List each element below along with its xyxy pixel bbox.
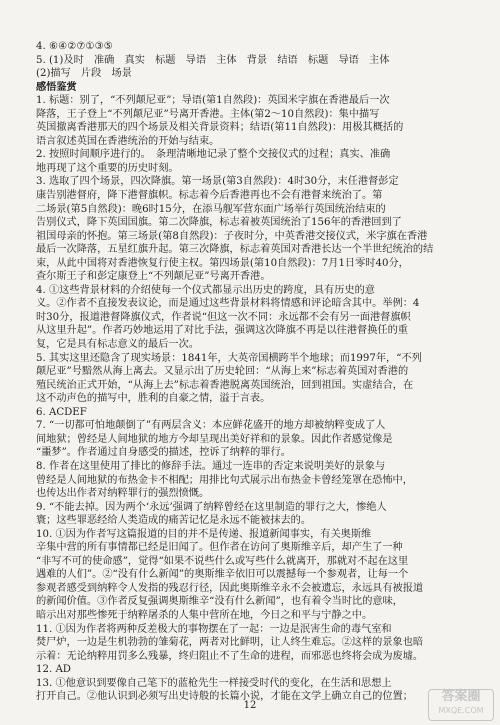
text-line: 7. “一切都可怕地颠倒了”有两层含义：本应鲜花盛开的地方却被纳粹变成了人 [36,420,386,432]
text-line: 13. ①他意识到要像自己笔下的蓝枪先生一样接受时代的变化，在生活和思想上 [36,677,392,689]
text-line: 5. (1)及时 准确 真实 标题 导语 主体 背景 结语 标题 导语 主体 [36,54,390,66]
text-line: 参观者感受到纳粹令人发指的残忍行径，因此奥斯维辛永不会被遗忘，永远具有被报道 [36,582,424,594]
text-line: 最后一次降落，五星红旗升起。第三次降旗，标志着英国对香港长达一个半世纪统治的结 [36,244,434,256]
text-line: 遇难的人们”。②“没有什么新闻”的奥斯维辛依旧可以震撼每一个参观者，让每一个 [36,569,409,581]
text-line: 祖国母亲的怀抱。第三场景(第8自然段)：子夜时分，中英香港交接仪式，米字旗在香港 [36,230,428,242]
text-line: (2)描写 片段 场景 [36,68,132,80]
answer-text-body [36,40,470,704]
text-line: 4. ⑥④②⑦①③⑤ [36,41,113,52]
text-line: 查尔斯王子和彭定康登上“不列颠尼亚”号离开香港。 [36,271,271,283]
watermark-top-text: 答案圈 [441,689,481,704]
text-line: 二场景(第5自然段)：晚6时15分，在添马舰军营东面广场举行英国统治结束的 [36,203,386,215]
section-heading: 感悟鉴赏 [36,80,77,93]
text-line: 辛集中营的所有事情都已经是旧闻了。但作者在访问了奥斯维辛后，却产生了一种 [36,542,403,554]
text-line: 殖民统治正式开始，“从海上去”标志着香港脱离英国统治，回到祖国。实虚结合，在 [36,379,414,391]
text-line: 康告别港督府，降下港督旗帜。标志着今后香港再也不会有港督来统治了。第 [36,190,383,202]
text-line: 束，从此中国将对香港恢复行使主权。第四场景(第10自然段)：7月1日零时40分， [36,257,409,269]
text-line: 也传达出作者对纳粹罪行的强烈愤慨。 [36,488,210,500]
text-line: 寰；这些罪恶经给人类造成的痛苦记忆是永远不能被抹去的。 [36,515,312,527]
text-line: 的新闻价值。③作者反复强调奥斯维辛“没有什么新闻”，也有着令当时比的意味， [36,596,403,608]
text-line: 11. ①因为作者将两种反差极大的事物摆在了一起：一边是泯害生命的毒气室和 [36,623,392,635]
text-line: 英国撤离香港那天的四个场景及相关背景资料；结语(第11自然段)：用极其概括的 [36,122,404,134]
text-line: 5. 其实这里还隐含了现实场景：1841年，大英帝国横跨半个地球；而1997年，“不列 [36,352,422,364]
text-line: 3. 选取了四个场景，四次降旗。第一场景(第3自然段)：4时30分，末任港督彭定 [36,176,399,188]
watermark-bottom-text: MXQE.COM [438,706,484,715]
text-line: 降落，王子登上“不列颠尼亚”号离开香港。主体(第2～10自然段)：集中描写 [36,108,380,120]
text-line: 从这里升起”。作者巧妙地运用了对比手法，强调这次降旗不再是以往港督换任的重 [36,325,408,337]
text-line: 颠尼亚”号黯然从海上离去。又显示出了历史轮回：“从海上来”标志着英国对香港的 [36,366,409,378]
text-line: “非写不可的使命感”，觉得“如果不说些什么或写些什么就离开，那就对不起在这里 [36,555,409,567]
text-line: 地再现了这个重要的历史时刻。 [36,162,179,174]
text-line: 曾经是人间地狱的布热金卡不相配；用排比句式展示出布热金卡曾经笼罩在恐怖中， [36,474,413,486]
text-line: 1. 标题：别了，“不列颠尼亚”；导语(第1自然段)：英国米字旗在香港最后一次 [36,95,390,107]
text-line: 4. ①这些背景材料的介绍使每一个仪式都显示出历史的跨度，具有历史的意 [36,284,375,296]
page-number: 12 [243,700,257,711]
text-line: 2. 按照时间顺序进行的。 条理清晰地记录了整个交接仪式的过程；真实、准确 [36,149,391,161]
text-line: 9. “不能去掉。因为两个‘永远’强调了纳粹曾经在这里制造的罪行之大，惨绝人 [36,501,387,513]
text-line: 打开自己。②他认识到必须写出史诗般的长篇小说，才能在文学上确立自己的位置； [36,691,413,703]
text-line: 这不动声色的描写中，胜利的自豪之情，溢于言表。 [36,393,271,405]
text-line: 语言叙述英国在香港统治的开始与结束。 [36,135,220,147]
site-watermark [428,689,494,721]
text-line: “噩梦”。作者通过自身感受的描述，控诉了纳粹的罪行。 [36,447,291,459]
text-line: 12. AD [36,664,71,676]
text-line: 间地狱；曾经是人间地狱的地方今却呈现出美好祥和的景象。因此作者感觉像是 [36,433,393,445]
text-line: 10. ①因为作者写这篇报道的目的并不是传递、报道新闻事实，有关奥斯维 [36,528,372,540]
text-line: 示着：无论纳粹用罚多么残暴，终归阻止不了生命的进程，而邪恶也终将会成为废墟。 [36,650,424,662]
text-line: 6. ACDEF [36,406,87,418]
text-line: 告别仪式，降下英国国旗。第二次降旗，标志着被英国统治了156年的香港回到了 [36,217,402,229]
text-line: 8. 作者在这里使用了排比的修辞手法。通过一连串的否定来说明美好的景象与 [36,460,386,472]
text-line: 暗示出对那些惨死于纳粹屠杀的人集中营所在地，今日之和平与宁静之中。 [36,609,373,621]
text-line: 焚尸炉，一边是生机勃勃的雏菊花，两者对比鲜明，让人终生难忘。②这样的景象也暗 [36,637,424,649]
text-line: 时30分，报道港督降旗仪式，作者说“但这一次不同：永远都不会有另一面港督旗帜 [36,311,411,323]
text-line: 复，它是具有标志意义的最后一次。 [36,339,199,351]
text-line: 义。②作者不直接发表议论，而是通过这些背景材料将情感和评论暗含其中。举例：4 [36,298,420,310]
